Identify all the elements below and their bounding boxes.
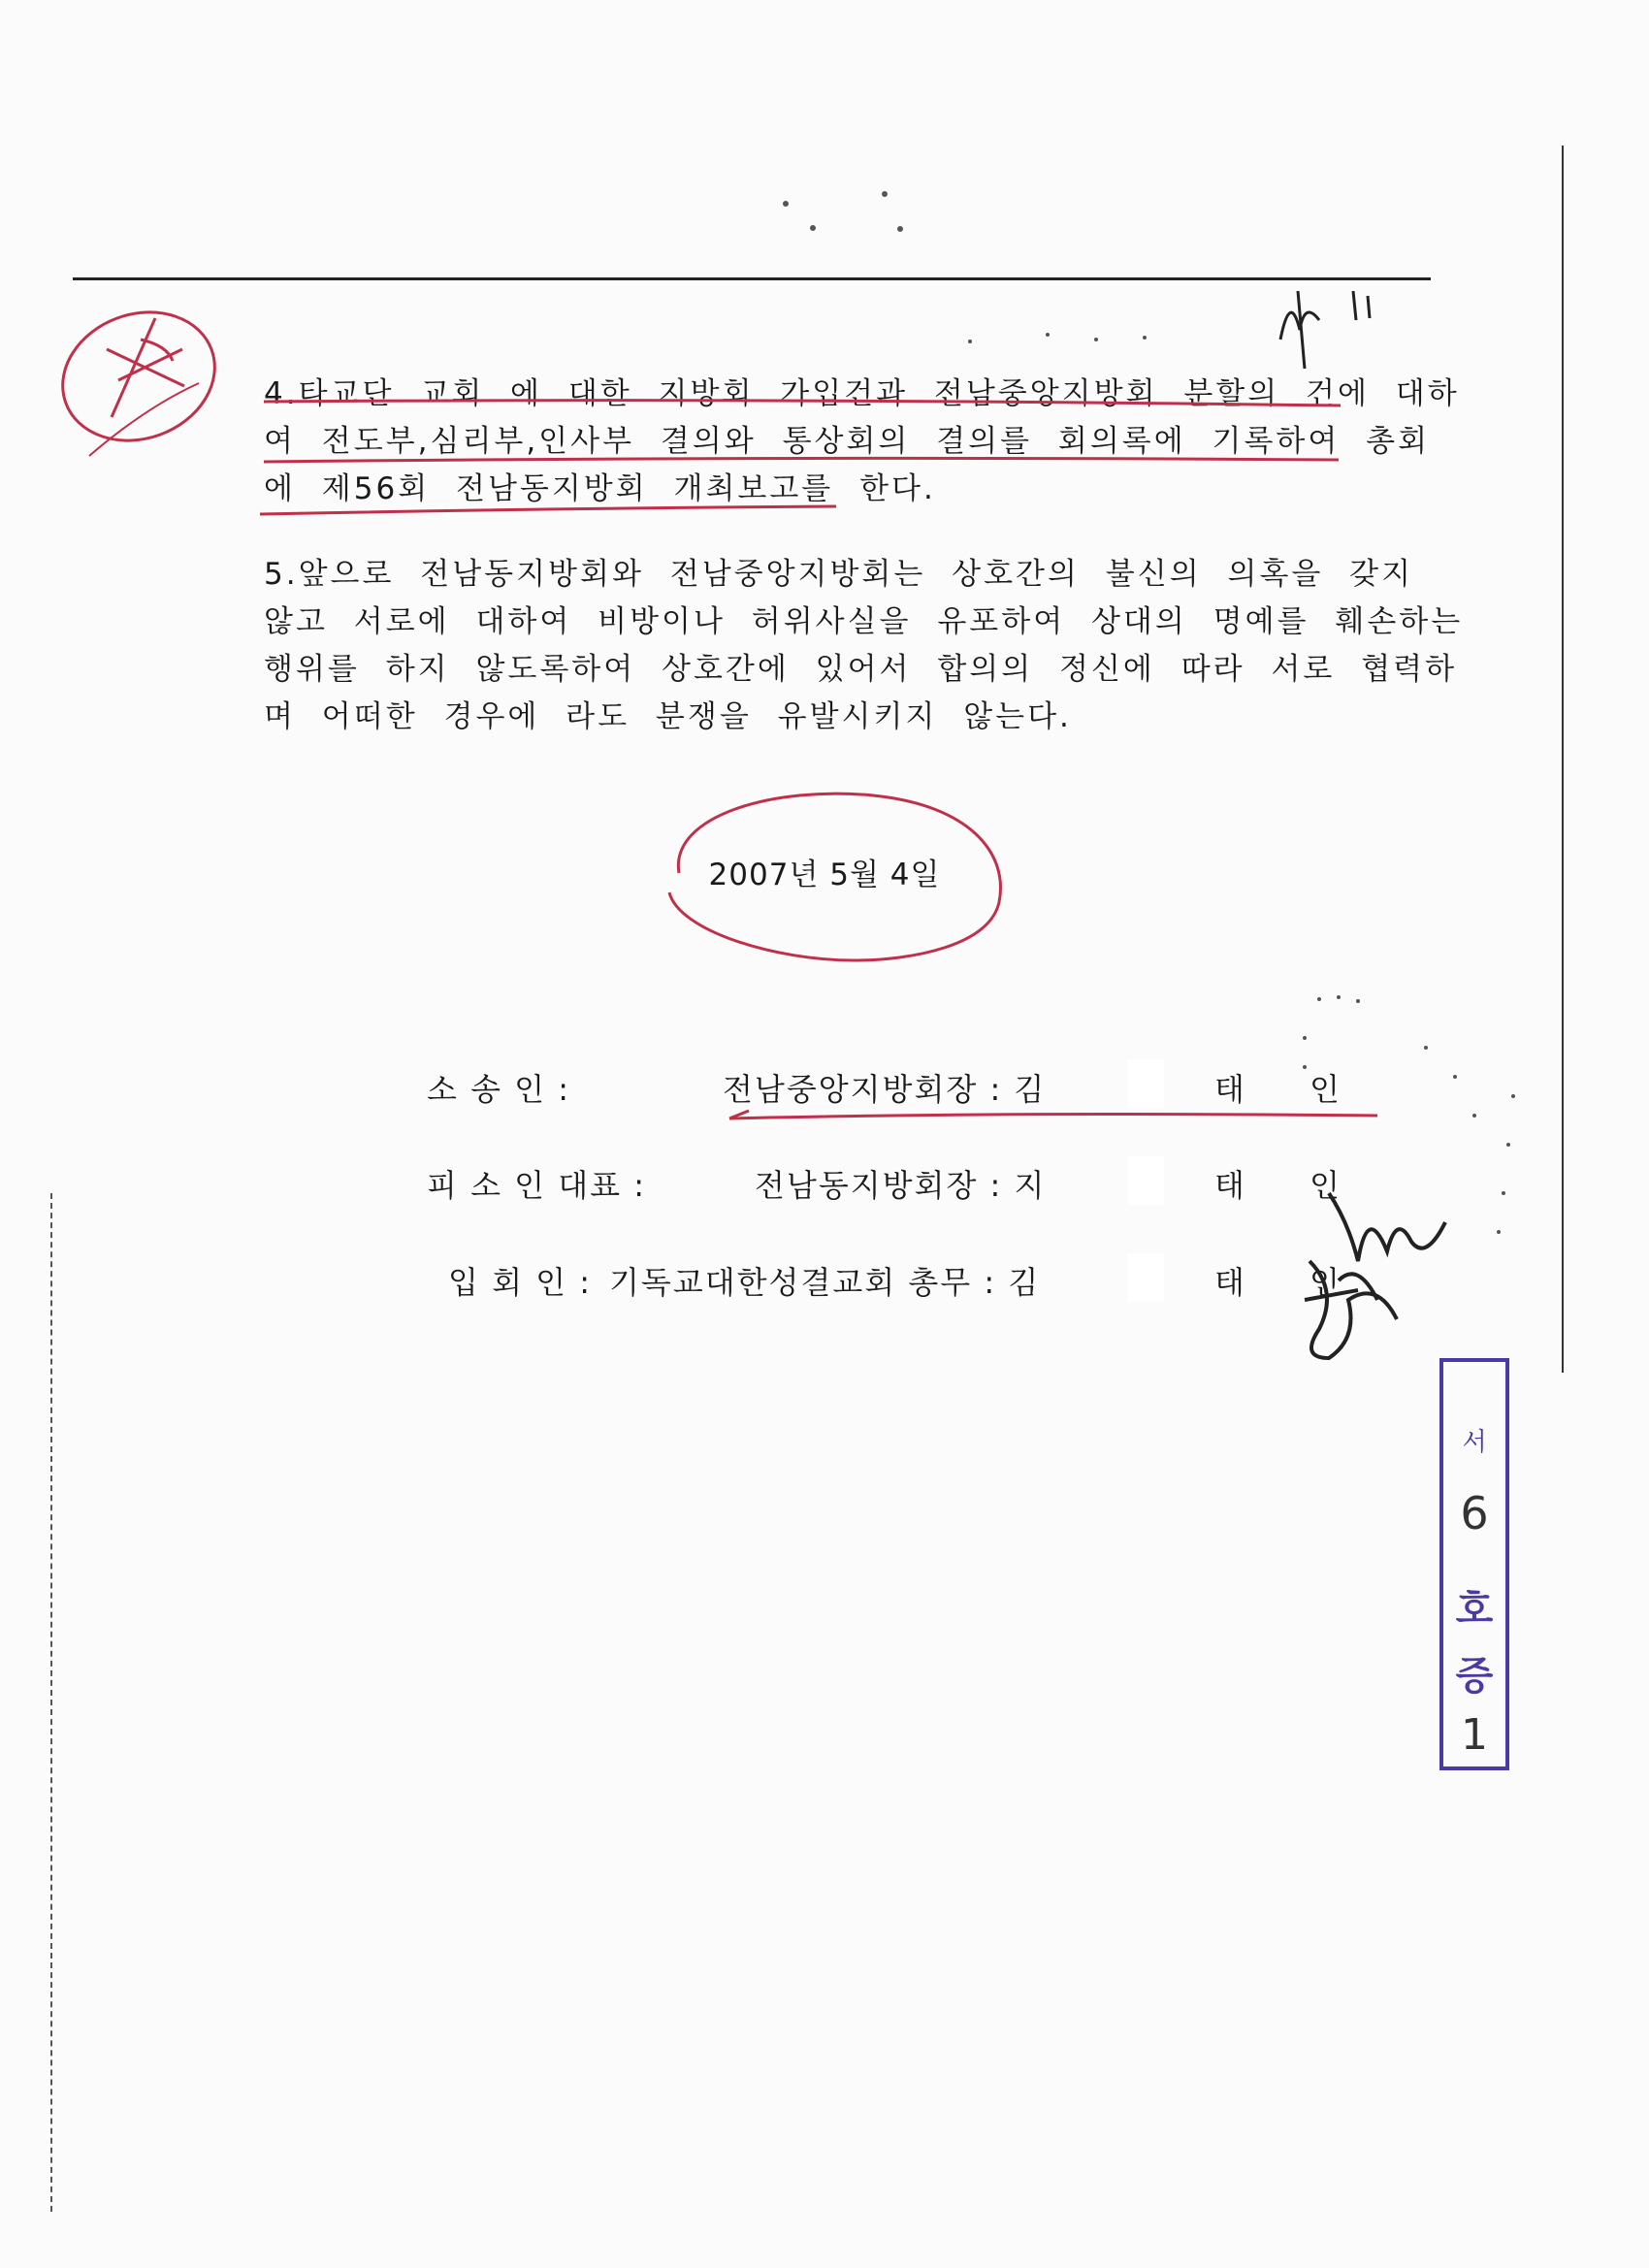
red-date-oval (669, 794, 1000, 960)
red-asterisk-mark (107, 318, 184, 417)
red-underline (260, 506, 836, 514)
red-underline (729, 1115, 1377, 1118)
signatory-role: 소 송 인 : (427, 1071, 571, 1108)
paragraph-4-line: 4.타교단 교회 에 대한 지방회 가입건과 전남중앙지방회 분할의 건에 대하 (264, 376, 1460, 411)
signatory-seal: 인 (1310, 1167, 1342, 1204)
signatory-seal: 인 (1310, 1264, 1342, 1301)
paragraph-5-line: 않고 서로에 대하여 비방이나 허위사실을 유포하여 상대의 명예를 훼손하는 (264, 604, 1464, 639)
stamp-char: 증 (1455, 1654, 1494, 1699)
red-tail-stroke (89, 383, 199, 456)
stamp-residue (783, 191, 1515, 1234)
stamp-char: 서 (1462, 1428, 1487, 1457)
paragraph-5-line: 행위를 하지 않도록하여 상호간에 있어서 합의의 정신에 따라 서로 협력하 (264, 652, 1458, 687)
red-underline (264, 458, 1339, 462)
stamp-char: 1 (1461, 1710, 1488, 1760)
paragraph-4-line: 에 제56회 전남동지방회 개최보고를 한다. (264, 471, 936, 506)
signatory-name-mid: 태 (1214, 1071, 1246, 1108)
stamp-char: 6 (1460, 1487, 1489, 1539)
signatory-title: 전남중앙지방회장 : 김 (723, 1071, 1047, 1108)
handwritten-scribble (1280, 291, 1370, 369)
signatory-title: 기독교대한성결교회 총무 : 김 (609, 1264, 1041, 1301)
signatory-role: 피 소 인 대표 : (427, 1167, 647, 1204)
paragraph-5-line: 며 어떠한 경우에 라도 분쟁을 유발시키지 않는다. (264, 699, 1072, 734)
signatory-name-mid: 태 (1214, 1264, 1246, 1301)
signatory-role: 입 회 인 : (448, 1264, 593, 1301)
signatory-name-mid: 태 (1214, 1167, 1246, 1204)
signature (1329, 1193, 1445, 1300)
stamp-char: 호 (1455, 1587, 1494, 1632)
document-date: 2007년 5월 4일 (708, 858, 941, 892)
paragraph-5-line: 5.앞으로 전남동지방회와 전남중앙지방회는 상호간의 불신의 의혹을 갖지 (264, 557, 1414, 592)
paragraph-4-line: 여 전도부,심리부,인사부 결의와 통상회의 결의를 회의록에 기록하여 총회 (264, 424, 1431, 459)
signatory-seal: 인 (1310, 1071, 1342, 1108)
signatory-title: 전남동지방회장 : 지 (755, 1167, 1047, 1204)
red-underline (264, 401, 1341, 405)
red-circle-mark (45, 291, 233, 461)
